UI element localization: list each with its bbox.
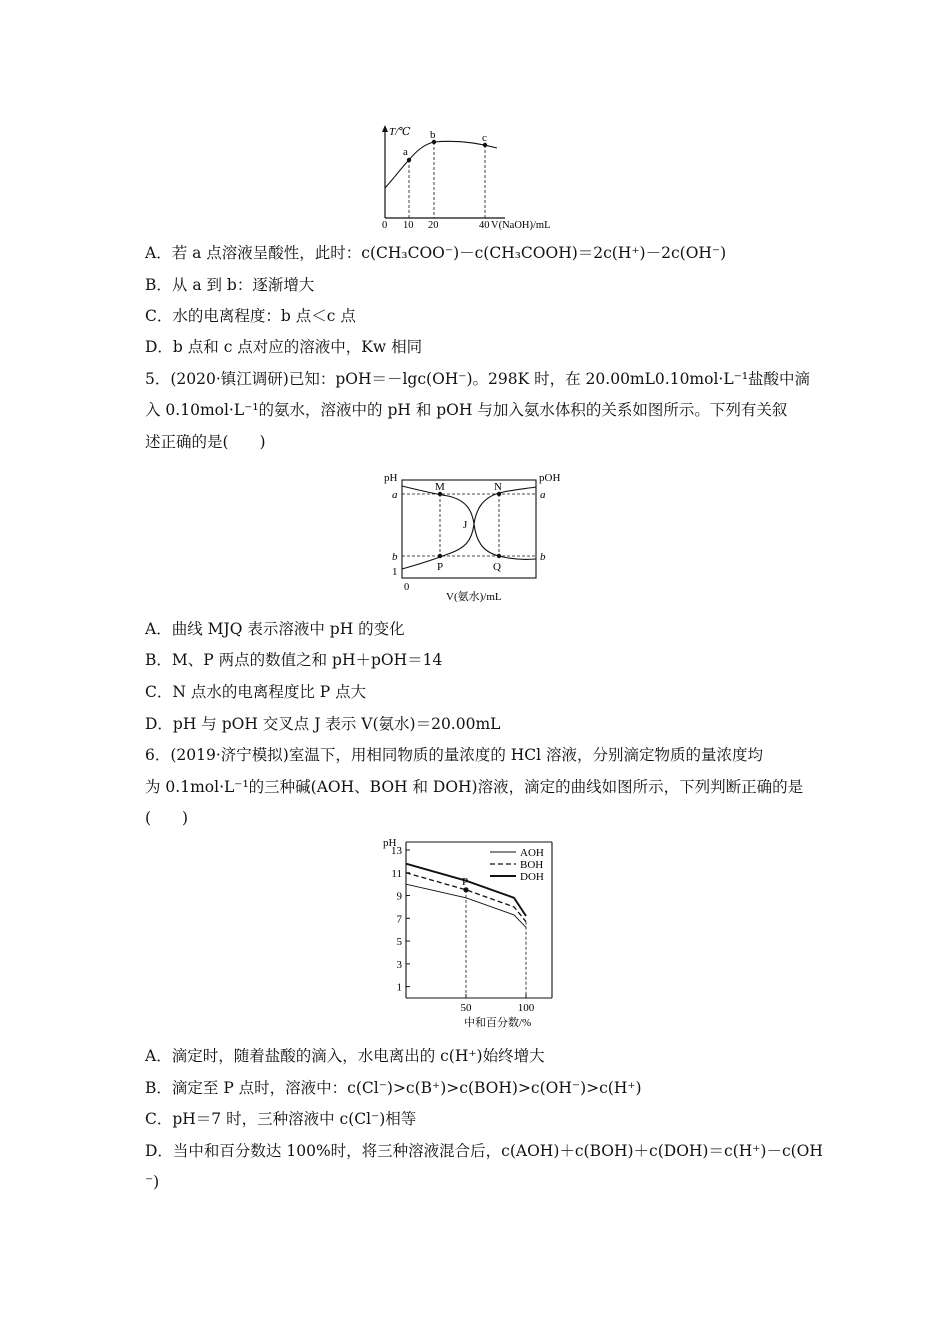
- chart-point-p: [463, 887, 468, 892]
- fig1-tick-0: 0: [382, 220, 388, 231]
- fig1-x-label: V(NaOH)/mL: [491, 220, 551, 231]
- q4-option-a: A．若 a 点溶液呈酸性，此时：c(CH₃COO⁻)－c(CH₃COOH)＝2c(H⁺)－2c(OH⁻): [145, 244, 727, 262]
- fig1-point-c: c: [482, 132, 487, 144]
- fig1-tick-40: 40: [479, 220, 490, 231]
- fig2-level-a-left: a: [392, 489, 398, 501]
- fig1-y-label: T/℃: [389, 126, 411, 138]
- fig2-y-one: 1: [392, 566, 398, 578]
- chart-y-tick-label: 1: [396, 981, 402, 994]
- chart-point-p-label: P: [462, 875, 469, 888]
- chart-y-tick-label: 13: [391, 845, 402, 857]
- q6-option-d: D．当中和百分数达 100%时，将三种溶液混合后，c(AOH)＋c(BOH)＋c(DOH)＝c(H⁺)－c(OH: [145, 1142, 823, 1160]
- q4-option-d: D．b 点和 c 点对应的溶液中，Kw 相同: [145, 338, 423, 356]
- q6-stem-line-3: ( ): [145, 809, 189, 827]
- q5-stem-line-1: 5．(2020·镇江调研)已知：pOH＝－lgc(OH⁻)。298K 时，在 20.00mL0.10mol·L⁻¹盐酸中滴: [145, 370, 811, 388]
- fig2-right-label: pOH: [539, 472, 561, 484]
- fig1-point-a: a: [403, 146, 408, 158]
- figure-ph-poh: [378, 468, 578, 608]
- chart-y-tick-label: 3: [396, 958, 402, 971]
- fig2-point-q: Q: [493, 561, 501, 573]
- chart-x-tick-label: 100: [517, 1002, 535, 1014]
- fig2-point-m: M: [435, 481, 445, 493]
- fig1-tick-10: 10: [403, 220, 414, 231]
- fig2-level-b-right: b: [540, 551, 546, 563]
- chart-y-label: pH: [383, 837, 397, 849]
- fig2-point-n: N: [494, 481, 502, 493]
- fig1-tick-20: 20: [428, 220, 439, 231]
- chart-x-tick-label: 50: [460, 1002, 472, 1014]
- fig2-x-zero: 0: [404, 582, 410, 593]
- q5-option-a: A．曲线 MJQ 表示溶液中 pH 的变化: [145, 620, 405, 638]
- figure-titration-chart: [380, 836, 580, 1036]
- q4-option-b: B．从 a 到 b：逐渐增大: [145, 276, 315, 294]
- fig2-level-a-right: a: [540, 489, 546, 501]
- chart-x-label: 中和百分数/%: [464, 1017, 532, 1029]
- legend-label-boh: BOH: [520, 859, 544, 871]
- fig2-point-j: J: [463, 519, 468, 531]
- chart-y-tick-label: 9: [396, 890, 402, 903]
- fig2-point-p: P: [437, 561, 444, 573]
- q5-option-d: D．pH 与 pOH 交叉点 J 表示 V(氨水)＝20.00mL: [145, 715, 501, 733]
- legend-label-aoh: AOH: [520, 847, 544, 859]
- q6-option-b: B．滴定至 P 点时，溶液中：c(Cl⁻)>c(B⁺)>c(BOH)>c(OH⁻)>c(H⁺): [145, 1079, 642, 1097]
- q5-option-b: B．M、P 两点的数值之和 pH＋pOH＝14: [145, 651, 443, 669]
- q6-option-c: C．pH＝7 时，三种溶液中 c(Cl⁻)相等: [145, 1110, 417, 1128]
- q6-option-d-continued: ⁻): [145, 1173, 160, 1191]
- q6-stem-line-1: 6．(2019·济宁模拟)室温下，用相同物质的量浓度的 HCl 溶液，分别滴定物质的量浓度均: [145, 746, 764, 764]
- q5-option-c: C．N 点水的电离程度比 P 点大: [145, 683, 367, 701]
- chart-y-tick-label: 11: [391, 867, 402, 880]
- fig2-left-label: pH: [384, 472, 398, 484]
- fig1-point-b: b: [430, 129, 436, 141]
- fig2-x-label: V(氨水)/mL: [446, 591, 502, 603]
- fig2-level-b-left: b: [392, 551, 398, 563]
- q6-option-a: A．滴定时，随着盐酸的滴入，水电离出的 c(H⁺)始终增大: [145, 1047, 545, 1065]
- q5-stem-line-2: 入 0.10mol·L⁻¹的氨水，溶液中的 pH 和 pOH 与加入氨水体积的关系如图所示。下列有关叙: [145, 401, 788, 419]
- legend-label-doh: DOH: [520, 871, 544, 883]
- q5-stem-line-3: 述正确的是( ): [145, 433, 266, 451]
- chart-y-tick-label: 5: [396, 936, 402, 949]
- chart-y-tick-label: 7: [396, 913, 402, 926]
- figure-temperature-curve: [375, 122, 595, 232]
- q6-stem-line-2: 为 0.1mol·L⁻¹的三种碱(AOH、BOH 和 DOH)溶液，滴定的曲线如图所示，下列判断正确的是: [145, 778, 804, 796]
- q4-option-c: C．水的电离程度：b 点＜c 点: [145, 307, 356, 325]
